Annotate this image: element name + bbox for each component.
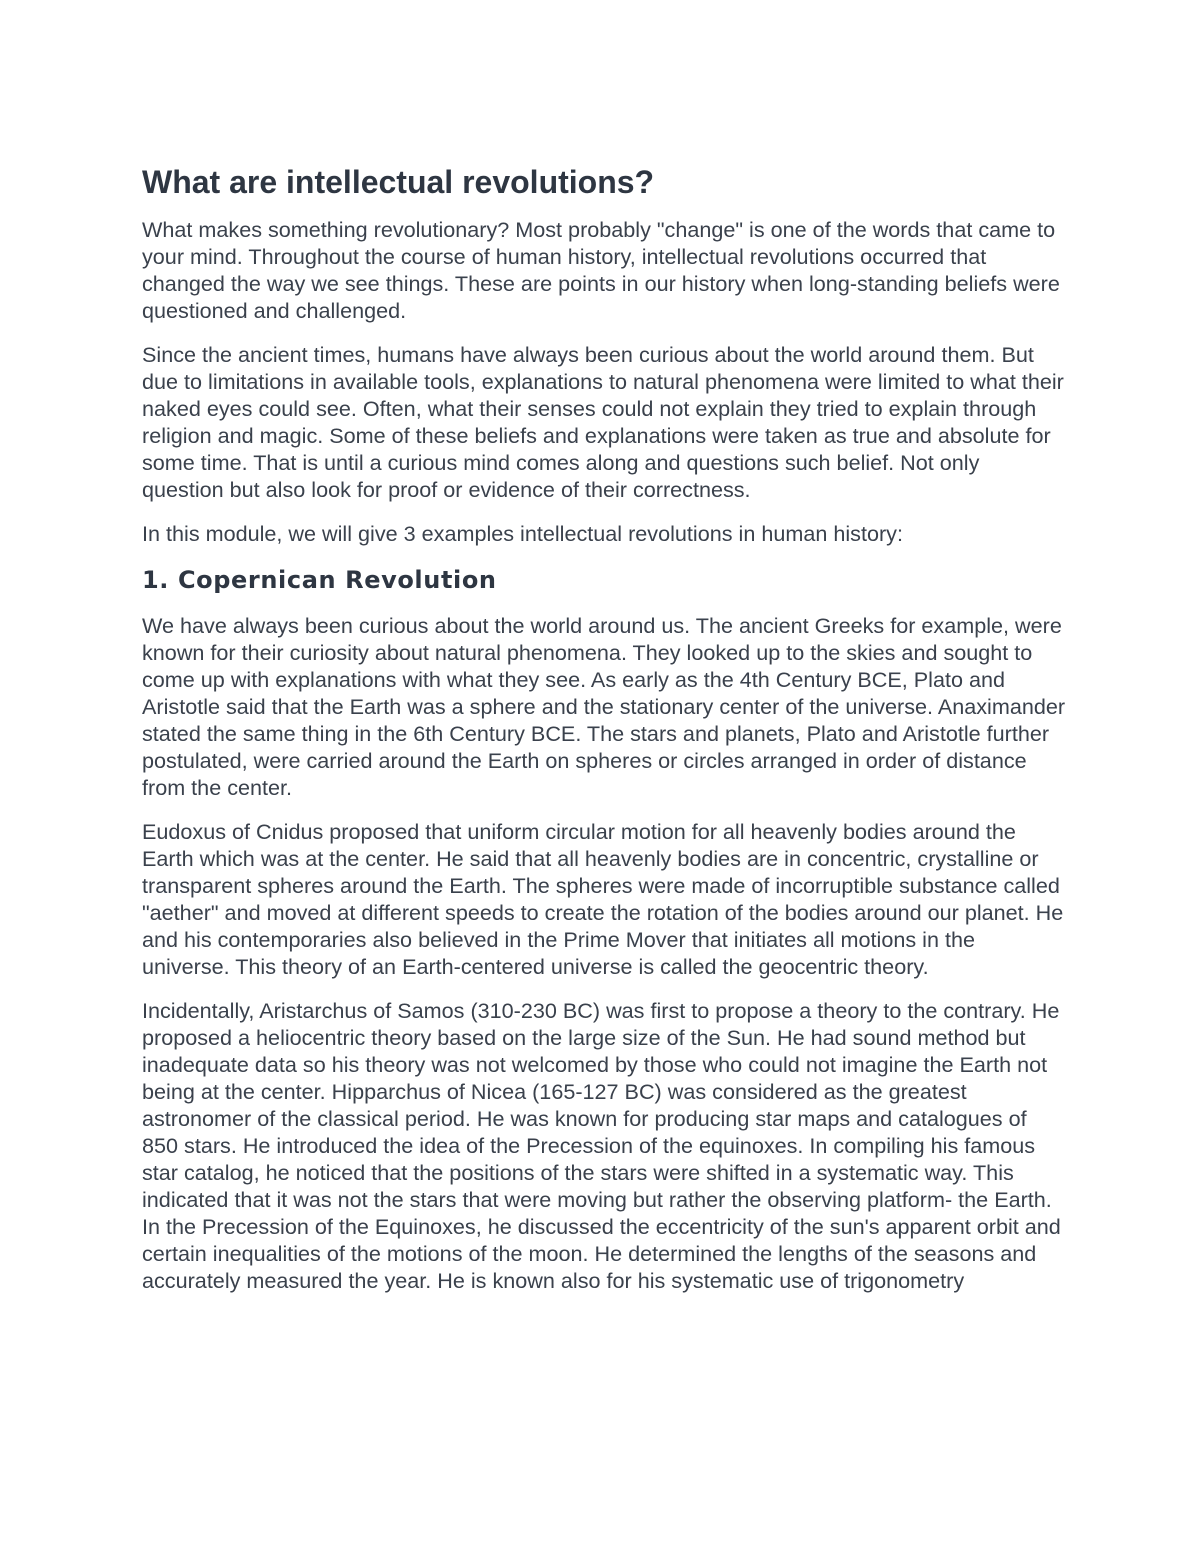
document-body <box>142 162 1067 1311</box>
section-heading-copernican: 1. Copernican Revolution <box>142 566 497 594</box>
section-paragraph-3: Incidentally, Aristarchus of Samos (310-230 BC) was first to propose a theory to the contrary. He proposed a heliocentric theory based on the large size of the Sun. He had sound method but inadequate data so his theory was not welcomed by those who could not imagine the Earth not being at the center. Hipparchus of Nicea (165-127 BC) was considered as the greatest astronomer of the classical period. He was known for producing star maps and catalogues of 850 stars. He introduced the idea of the Precession of the equinoxes. In compiling his famous star catalog, he noticed that the positions of the stars were shifted in a systematic way. This indicated that it was not the stars that were moving but rather the observing platform- the Earth. In the Precession of the Equinoxes, he discussed the eccentricity of the sun's apparent orbit and certain inequalities of the motions of the moon. He determined the lengths of the seasons and accurately measured the year. He is known also for his systematic use of trigonometry <box>142 998 1061 1293</box>
page-title: What are intellectual revolutions? <box>142 164 655 200</box>
intro-paragraph-3: In this module, we will give 3 examples intellectual revolutions in human history: <box>142 521 903 546</box>
intro-paragraph-2: Since the ancient times, humans have always been curious about the world around them. But due to limitations in available tools, explanations to natural phenomena were limited to what their naked eyes could see. Often, what their senses could not explain they tried to explain through religion and magic. Some of these beliefs and explanations were taken as true and absolute for some time. That is until a curious mind comes along and questions such belief. Not only question but also look for proof or evidence of their correctness. <box>142 342 1064 502</box>
section-paragraph-1: We have always been curious about the world around us. The ancient Greeks for example, were known for their curiosity about natural phenomena. They looked up to the skies and sought to come up with explanations with what they see. As early as the 4th Century BCE, Plato and Aristotle said that the Earth was a sphere and the stationary center of the universe. Anaximander stated the same thing in the 6th Century BCE. The stars and planets, Plato and Aristotle further postulated, were carried around the Earth on spheres or circles arranged in order of distance from the center. <box>142 613 1066 800</box>
intro-paragraph-1: What makes something revolutionary? Most probably "change" is one of the words that came to your mind. Throughout the course of human history, intellectual revolutions occurred that changed the way we see things. These are points in our history when long-standing beliefs were questioned and challenged. <box>142 217 1060 323</box>
section-paragraph-2: Eudoxus of Cnidus proposed that uniform circular motion for all heavenly bodies around the Earth which was at the center. He said that all heavenly bodies are in concentric, crystalline or transparent spheres around the Earth. The spheres were made of incorruptible substance called "aether" and moved at different speeds to create the rotation of the bodies around our planet. He and his contemporaries also believed in the Prime Mover that initiates all motions in the universe. This theory of an Earth-centered universe is called the geocentric theory. <box>142 819 1064 979</box>
